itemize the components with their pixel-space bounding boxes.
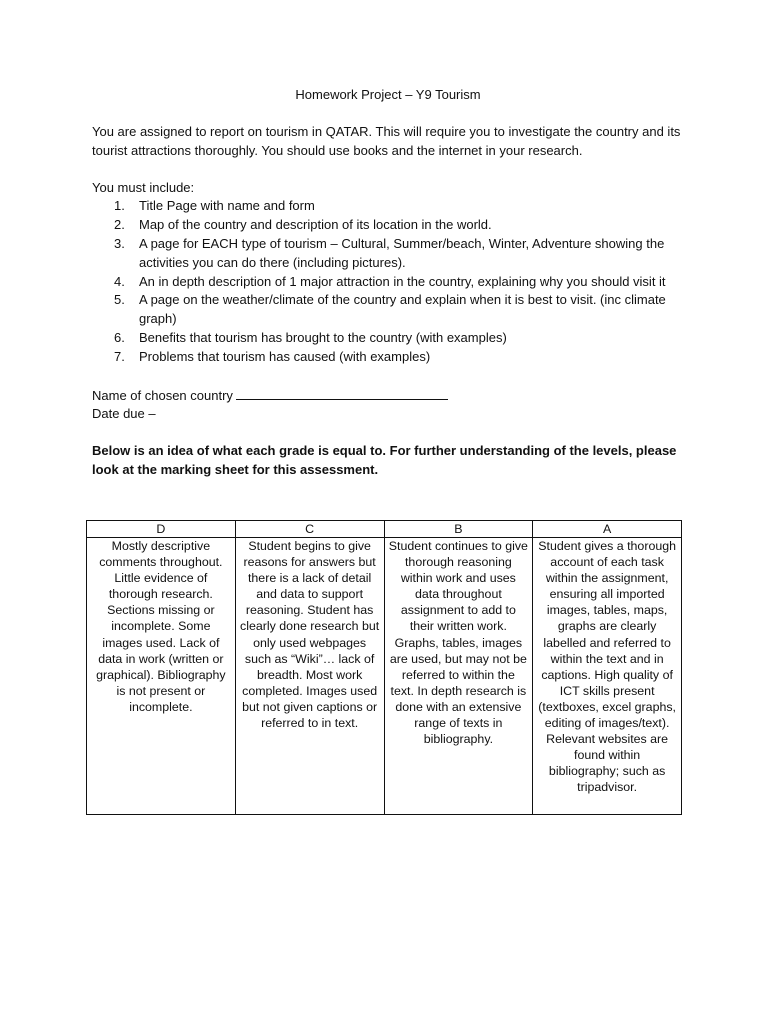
list-item-number: 3. [114, 235, 125, 251]
list-item-number: 7. [114, 348, 125, 364]
list-item [92, 197, 684, 216]
form-fields [92, 386, 684, 425]
list-item-number: 6. [114, 329, 125, 345]
list-item-text: A page for EACH type of tourism – Cultural, Summer/beach, Winter, Adventure showing the activities you can do there (including pictures). [139, 235, 665, 270]
list-item-text: Title Page with name and form [139, 198, 315, 214]
grade-b-description: Student continues to give thorough reasoning within work and uses data throughout assignment to add to their written work. Graphs, tables, images are used, but may not be referred to within the text. In depth research is done with an extensive range of texts in bibliography. [384, 538, 533, 815]
list-item-number: 2. [114, 217, 125, 233]
grade-note: Below is an idea of what each grade is equal to. For further understanding of the levels, please look at the marking sheet for this assessment. [92, 443, 677, 477]
list-item [92, 273, 684, 292]
list-item [92, 216, 684, 235]
list-item-number: 5. [114, 292, 125, 308]
list-item [92, 291, 684, 329]
list-item-text: Map of the country and description of its location in the world. [139, 217, 492, 233]
grade-header-d: D [87, 521, 236, 538]
grade-a-description: Student gives a thorough account of each task within the assignment, ensuring all imported images, tables, maps, graphs are clearly labelled and referred to within the text and in captions. High quality of ICT skills present (textboxes, excel graphs, editing of images/text). Relevant websites are found within bibliography; such as tripadvisor. [533, 538, 682, 815]
grade-d-description: Mostly descriptive comments throughout. Little evidence of thorough research. Sections missing or incomplete. Some images used. Lack of data in work (written or graphical). Bibliography is not present or incomplete. [87, 538, 236, 815]
list-item-text: An in depth description of 1 major attraction in the country, explaining why you should visit it [139, 273, 666, 289]
page-title: Homework Project – Y9 Tourism [295, 87, 481, 102]
date-due-label: Date due – [92, 406, 156, 422]
grade-header-a: A [533, 521, 682, 538]
grade-table [86, 520, 682, 815]
grade-header-c: C [235, 521, 384, 538]
grade-c-description: Student begins to give reasons for answers but there is a lack of detail and data to support reasoning. Student has clearly done research but only used webpages such as “Wiki”… lack of breadth. Most work completed. Images used but not given captions or referred to in text. [235, 538, 384, 815]
list-item [92, 329, 684, 348]
requirements-list [92, 197, 684, 366]
country-label: Name of chosen country [92, 387, 233, 403]
list-item-text: A page on the weather/climate of the country and explain when it is best to visit. (inc climate graph) [139, 292, 666, 327]
list-item [92, 235, 684, 273]
list-item-number: 1. [114, 198, 125, 214]
country-field [92, 386, 684, 406]
grade-header-row [87, 521, 682, 538]
table-row [87, 538, 682, 815]
list-item-number: 4. [114, 273, 125, 289]
document-page [92, 86, 684, 480]
intro-paragraph: You are assigned to report on tourism in QATAR. This will require you to investigate the country and its tourist attractions thoroughly. You should use books and the internet in your research. [92, 124, 681, 158]
list-item-text: Problems that tourism has caused (with examples) [139, 348, 431, 364]
grade-header-b: B [384, 521, 533, 538]
requirements-heading: You must include: [92, 179, 195, 195]
list-item [92, 348, 684, 367]
country-blank-line [236, 386, 448, 400]
list-item-text: Benefits that tourism has brought to the country (with examples) [139, 329, 507, 345]
